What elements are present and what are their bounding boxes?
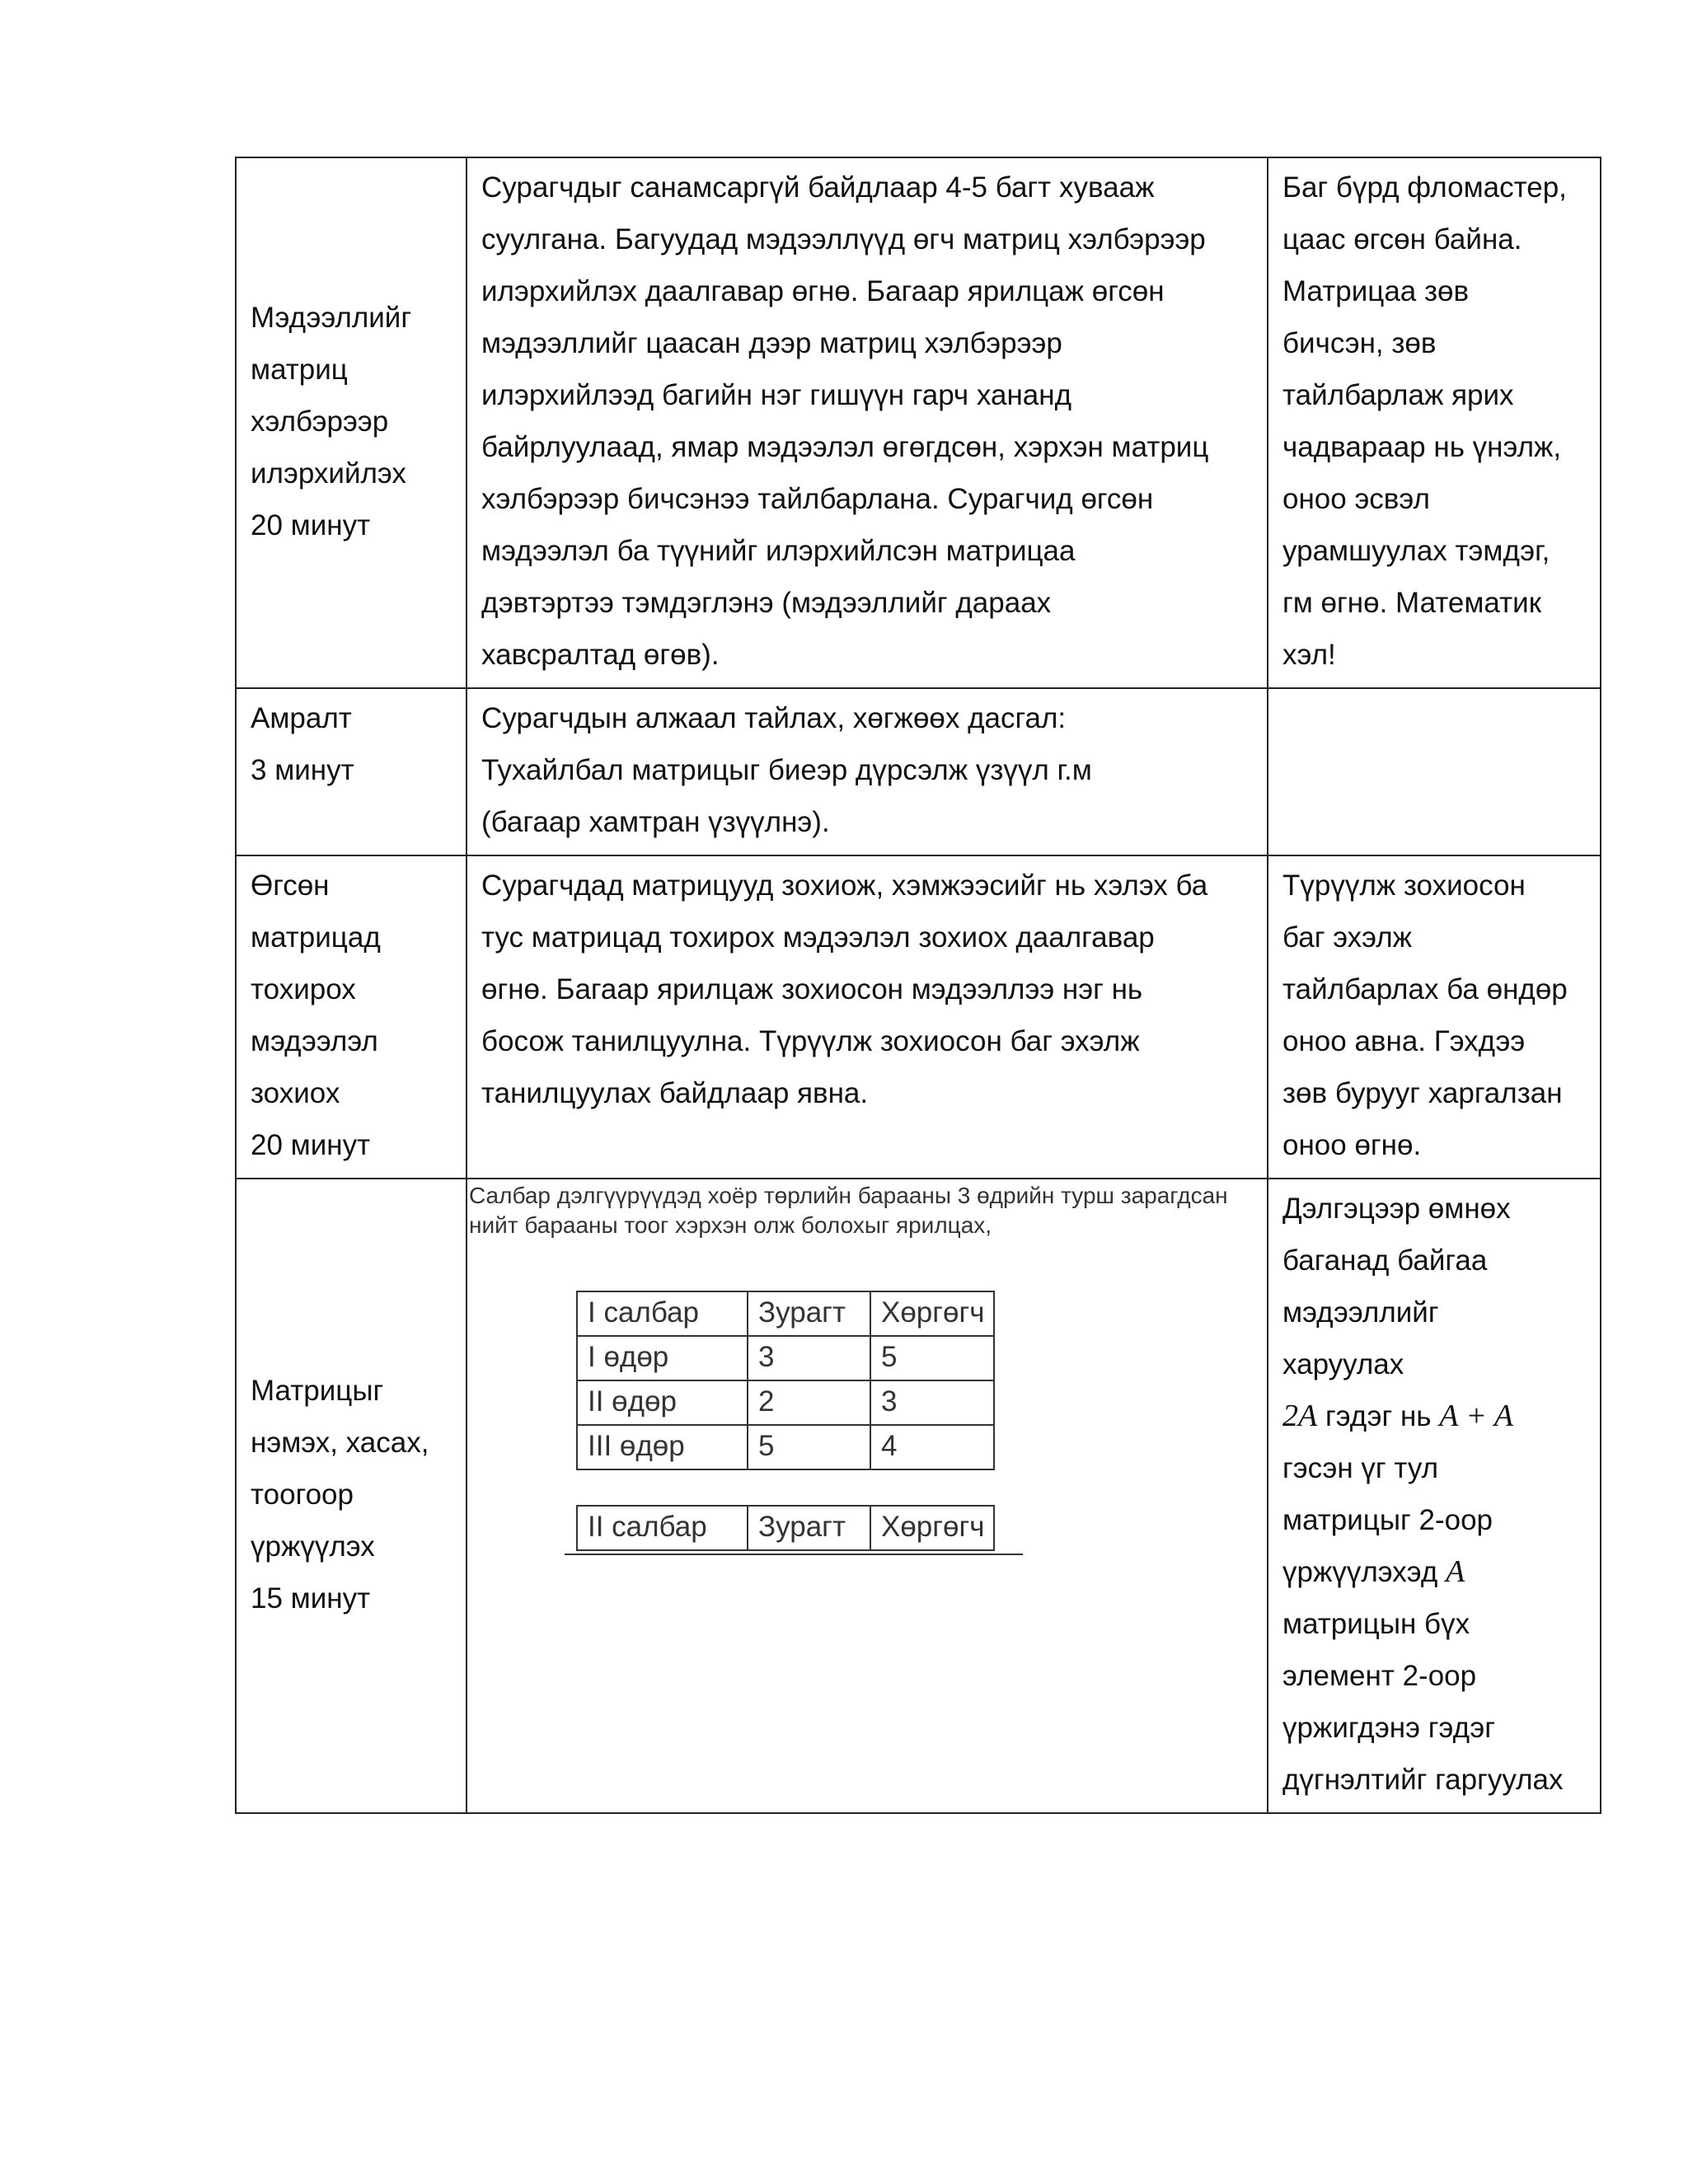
assessment-text: үржүүлэхэд [1282,1556,1447,1588]
table-header: Хөргөгч [870,1291,994,1336]
embedded-image [467,1179,1267,1789]
activity-line: Өгсөн [251,869,330,902]
description-line: илэрхийлээд багийн нэг гишүүн гарч хананд [481,379,1072,411]
assessment-cell [1268,855,1601,1179]
description-cell [467,157,1268,688]
assessment-line: цаас өгсөн байна. [1282,223,1522,255]
table-cell: 3 [748,1336,870,1380]
assessment-line: баганад байгаа [1282,1244,1488,1277]
table-cell: 3 [870,1380,994,1425]
assessment-line: баг эхэлж [1282,921,1413,954]
table-header: II салбар [577,1506,748,1550]
activity-cell [236,855,467,1179]
assessment-line [1282,1390,1586,1442]
description-line: мэдээлэл ба түүнийг илэрхийлсэн матрицаа [481,535,1076,567]
table-row [577,1336,994,1380]
activity-line: хэлбэрээр [251,405,389,438]
activity-line: матриц [251,353,348,386]
math-expression: A + A [1439,1399,1513,1433]
activity-line: Матрицыг [251,1374,384,1407]
divider [565,1554,1023,1555]
table-row [577,1291,994,1336]
description-line: дэвтэртээ тэмдэглэнэ (мэдээллийг дараах [481,587,1052,619]
description-line: илэрхийлэх даалгавар өгнө. Багаар ярилцаж өгсөн [481,275,1165,307]
table-row [236,1179,1601,1813]
math-expression: A [1446,1554,1465,1589]
activity-cell [236,1179,467,1813]
assessment-line: харуулах [1282,1348,1404,1380]
table-header: Зурагт [748,1506,870,1550]
table-header: I салбар [577,1291,748,1336]
assessment-line: элемент 2-оор [1282,1660,1477,1692]
caption-line: нийт барааны тоог хэрхэн олж болохыг ярилцах, [469,1212,992,1238]
assessment-line: хэл! [1282,639,1336,671]
table-cell: 2 [748,1380,870,1425]
table-header: Хөргөгч [870,1506,994,1550]
activity-duration: 20 минут [251,509,371,541]
assessment-line: оноо өгнө. [1282,1129,1422,1161]
assessment-text: гэдэг нь [1317,1400,1440,1432]
description-line: суулгана. Багуудад мэдээллүүд өгч матриц хэлбэрээр [481,223,1206,255]
assessment-cell [1268,157,1601,688]
description-line: Тухайлбал матрицыг биеэр дүрсэлж үзүүл г.м [481,754,1092,786]
assessment-line: гм өгнө. Математик [1282,587,1542,619]
description-cell [467,855,1268,1179]
description-line: тус матрицад тохирох мэдээлэл зохиох даалгавар [481,921,1155,954]
branch-1-table [576,1291,995,1470]
assessment-line: Дэлгэцээр өмнөх [1282,1193,1511,1225]
activity-line: илэрхийлэх [251,457,406,490]
math-expression: 2A [1282,1399,1318,1433]
assessment-line: мэдээллийг [1282,1296,1439,1329]
table-row [236,855,1601,1179]
assessment-line: гэсэн үг тул [1282,1452,1438,1484]
assessment-line: оноо эсвэл [1282,483,1430,515]
assessment-line [1282,1546,1586,1598]
table-cell: II өдөр [577,1380,748,1425]
assessment-line: бичсэн, зөв [1282,327,1437,359]
description-line: (багаар хамтран үзүүлнэ). [481,806,830,838]
assessment-line: үржигдэнэ гэдэг [1282,1712,1496,1744]
assessment-line: Матрицаа зөв [1282,275,1470,307]
activity-line: мэдээлэл [251,1025,378,1057]
table-row [236,688,1601,855]
caption-line: Салбар дэлгүүрүүдэд хоёр төрлийн барааны 3 өдрийн турш зарагдсан [469,1183,1228,1208]
activity-line: тоогоор [251,1478,354,1511]
table-cell: 5 [748,1425,870,1469]
description-line: Сурагчдад матрицууд зохиож, хэмжээсийг нь хэлэх ба [481,869,1208,902]
activity-line: матрицад [251,921,381,954]
description-cell [467,688,1268,855]
table-cell: 5 [870,1336,994,1380]
activity-line: тохирох [251,973,356,1005]
activity-line: зохиох [251,1077,340,1109]
description-line: өгнө. Багаар ярилцаж зохиосон мэдээллээ нэг нь [481,973,1143,1005]
table-cell: I өдөр [577,1336,748,1380]
table-cell: III өдөр [577,1425,748,1469]
description-line: хэлбэрээр бичсэнээ тайлбарлана. Сурагчид өгсөн [481,483,1154,515]
activity-duration: 20 минут [251,1129,371,1161]
activity-duration: 3 минут [251,754,354,786]
table-row [577,1380,994,1425]
assessment-line: Баг бүрд фломастер, [1282,171,1567,204]
table-row [577,1425,994,1469]
description-line: босож танилцуулна. Түрүүлж зохиосон баг эхэлж [481,1025,1140,1057]
description-line: танилцуулах байдлаар явна. [481,1077,869,1109]
assessment-cell [1268,1179,1601,1813]
activity-line: үржүүлэх [251,1530,375,1563]
branch-2-table [576,1505,995,1551]
description-cell [467,1179,1268,1813]
assessment-line: матрицын бүх [1282,1608,1470,1640]
assessment-line: урамшуулах тэмдэг, [1282,535,1550,567]
assessment-cell [1268,688,1601,855]
assessment-line: матрицыг 2-оор [1282,1504,1493,1536]
description-line: байрлуулаад, ямар мэдээлэл өгөгдсөн, хэрхэн матриц [481,431,1209,463]
assessment-line: Түрүүлж зохиосон [1282,869,1526,902]
description-line: хавсралтад өгөв). [481,639,720,671]
table-row [236,157,1601,688]
activity-line: нэмэх, хасах, [251,1426,429,1459]
assessment-line: чадвараар нь үнэлж, [1282,431,1562,463]
description-line: Сурагчдыг санамсаргүй байдлаар 4-5 багт хувааж [481,171,1155,204]
assessment-line: зөв бурууг харгалзан [1282,1077,1563,1109]
description-line: Сурагчдын алжаал тайлах, хөгжөөх дасгал: [481,702,1067,734]
table-cell: 4 [870,1425,994,1469]
activity-duration: 15 минут [251,1582,371,1615]
assessment-line: тайлбарлах ба өндөр [1282,973,1568,1005]
assessment-line: тайлбарлаж ярих [1282,379,1514,411]
activity-line: Мэдээллийг [251,301,412,334]
assessment-line: оноо авна. Гэхдээ [1282,1025,1526,1057]
activity-line: Амралт [251,702,352,734]
activity-cell [236,157,467,688]
description-line: мэдээллийг цаасан дээр матриц хэлбэрээр [481,327,1062,359]
image-caption [469,1181,1228,1240]
activity-cell [236,688,467,855]
assessment-line: дүгнэлтийг гаргуулах [1282,1764,1564,1796]
lesson-plan-table [235,157,1601,1814]
table-header: Зурагт [748,1291,870,1336]
table-row [577,1506,994,1550]
